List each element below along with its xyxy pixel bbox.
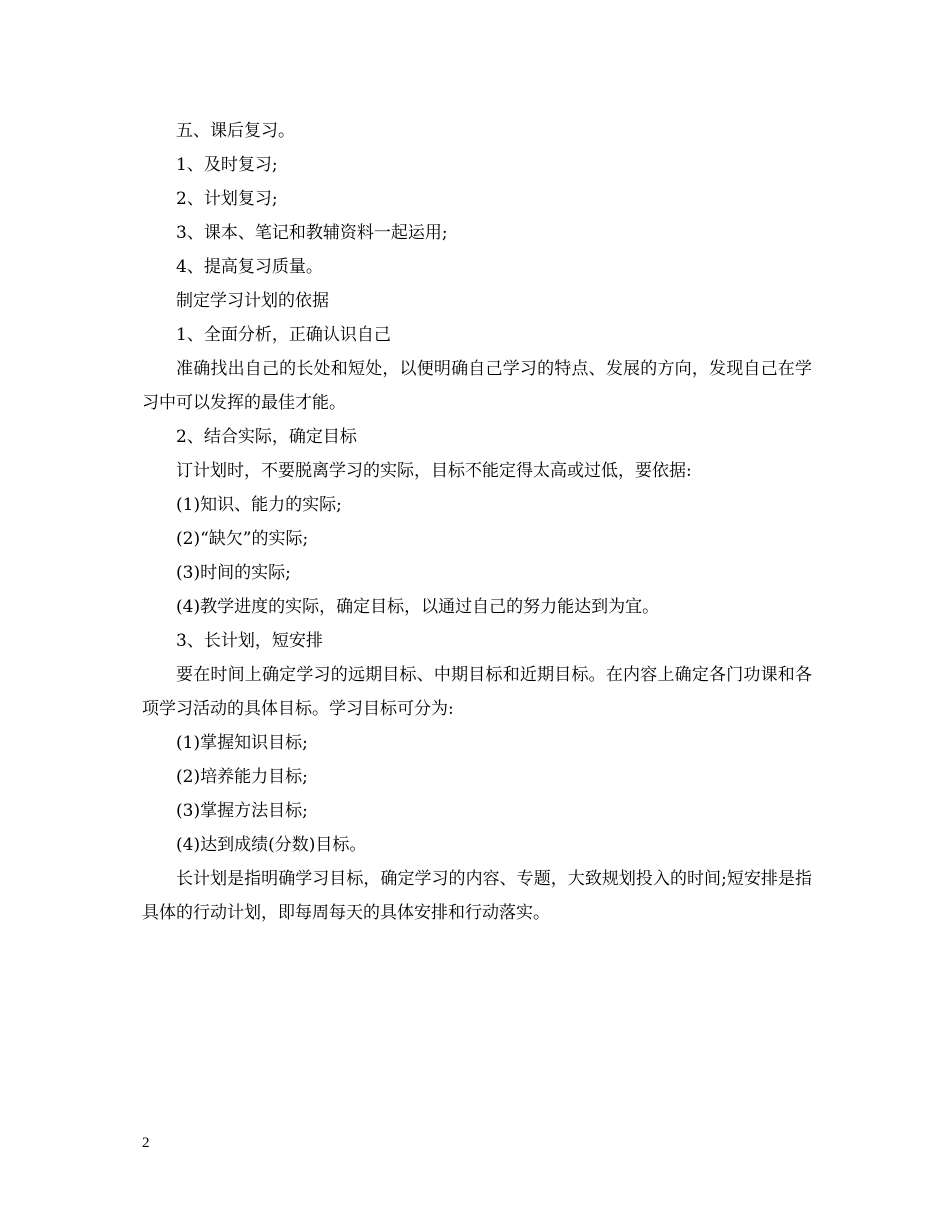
paragraph: (4)教学进度的实际，确定目标，以通过自己的努力能达到为宜。 bbox=[176, 597, 660, 617]
paragraph: 要在时间上确定学习的远期目标、中期目标和近期目标。在内容上确定各门功课和各项学习活动的具体目标。学习目标可分为: bbox=[142, 665, 812, 719]
paragraph: (1)掌握知识目标; bbox=[176, 733, 308, 753]
paragraph: 1、全面分析，正确认识自己 bbox=[176, 325, 391, 345]
section-heading: 制定学习计划的依据 bbox=[176, 291, 329, 311]
paragraph: (3)掌握方法目标; bbox=[176, 801, 308, 821]
paragraph: (2)“缺欠”的实际; bbox=[176, 529, 309, 549]
paragraph: 订计划时，不要脱离学习的实际，目标不能定得太高或过低，要依据: bbox=[176, 461, 692, 481]
paragraph: 3、课本、笔记和教辅资料一起运用; bbox=[176, 223, 448, 243]
paragraph: 五、课后复习。 bbox=[176, 121, 295, 141]
paragraph: (2)培养能力目标; bbox=[176, 767, 308, 787]
paragraph: (4)达到成绩(分数)目标。 bbox=[176, 835, 367, 855]
paragraph: 2、结合实际，确定目标 bbox=[176, 427, 357, 447]
document-body bbox=[142, 114, 812, 930]
paragraph: 3、长计划，短安排 bbox=[176, 631, 323, 651]
paragraph: 准确找出自己的长处和短处，以便明确自己学习的特点、发展的方向，发现自己在学习中可以发挥的最佳才能。 bbox=[142, 359, 812, 413]
page-number: 2 bbox=[142, 1135, 150, 1151]
paragraph: 2、计划复习; bbox=[176, 189, 278, 209]
paragraph: (1)知识、能力的实际; bbox=[176, 495, 342, 515]
paragraph: 1、及时复习; bbox=[176, 155, 278, 175]
paragraph: (3)时间的实际; bbox=[176, 563, 291, 583]
paragraph: 长计划是指明确学习目标，确定学习的内容、专题，大致规划投入的时间;短安排是指具体的行动计划，即每周每天的具体安排和行动落实。 bbox=[142, 869, 812, 923]
paragraph: 4、提高复习质量。 bbox=[176, 257, 323, 277]
